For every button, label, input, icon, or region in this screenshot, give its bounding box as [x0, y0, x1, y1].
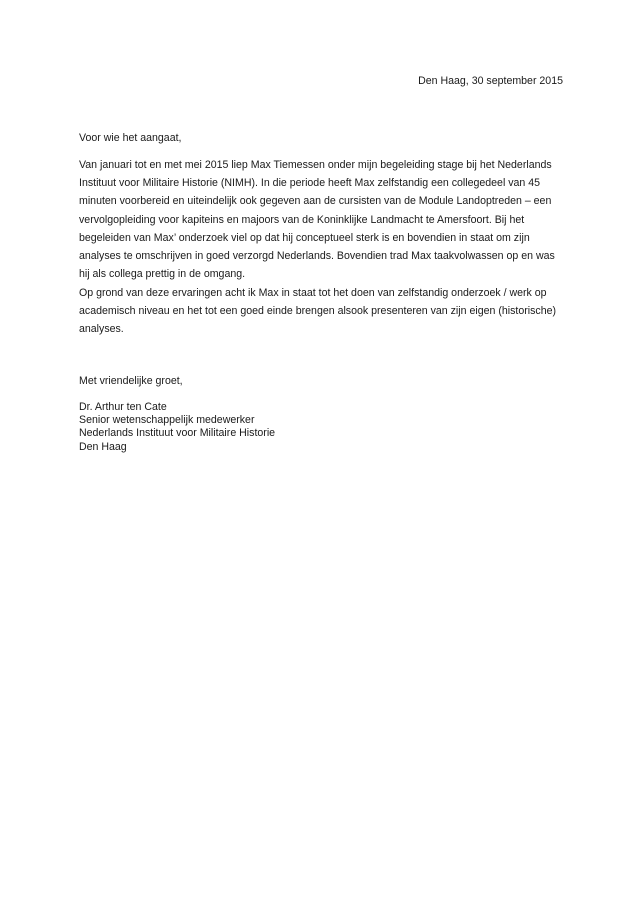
letter-paragraph-2	[79, 284, 562, 339]
signature-block	[79, 401, 562, 454]
paragraph-1-text: Van januari tot en met mei 2015 liep Max Tiemessen onder mijn begeleiding stage bij het Nederlands Instituut voor Militaire Historie (NIMH). In die periode heeft Max zelfstandig een collegedeel van 45 minuten voorbereid en uiteindelijk ook gegeven aan de cursisten van de Module Landoptreden – een vervolgopleiding voor kapiteins en majoors van de Koninklijke Landmacht te Amersfoort. Bij het begeleiden van Max’ onderzoek viel op dat hij conceptueel sterk is en bovendien in staat om zijn analyses te omschrijven in goed verzorgd Nederlands. Bovendien trad Max taakvolwassen op en was hij als collega prettig in de omgang.	[79, 159, 555, 281]
paragraph-2-text: Op grond van deze ervaringen acht ik Max in staat tot het doen van zelfstandig onderzoek / werk op academisch niveau en het tot een goed einde brengen alsook presenteren van zijn eigen (historische) analyses.	[79, 287, 557, 336]
signature-organization: Nederlands Instituut voor Militaire Historie	[79, 427, 276, 440]
letter-closing: Met vriendelijke groet,	[79, 375, 183, 387]
letter-paragraph-1	[79, 156, 562, 283]
letter-date: Den Haag, 30 september 2015	[418, 75, 563, 87]
signature-city: Den Haag	[79, 440, 127, 453]
signature-title: Senior wetenschappelijk medewerker	[79, 414, 255, 427]
signature-name: Dr. Arthur ten Cate	[79, 401, 167, 413]
letter-salutation: Voor wie het aangaat,	[79, 132, 182, 144]
